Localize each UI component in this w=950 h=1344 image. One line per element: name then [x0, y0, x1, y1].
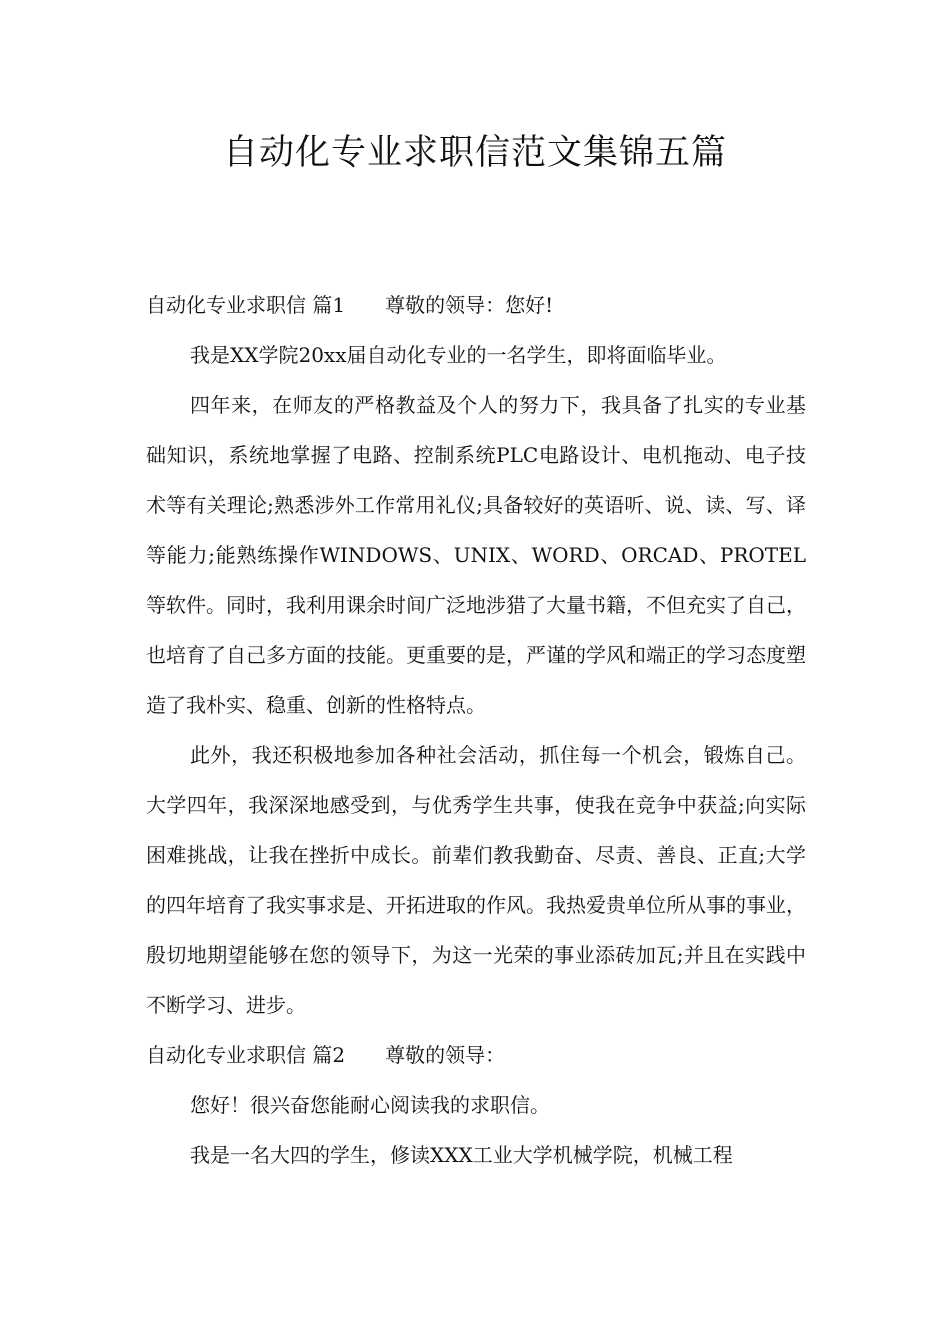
section-1-paragraph-3: 此外，我还积极地参加各种社会活动，抓住每一个机会，锻炼自己。大学四年，我深深地感受到，与优秀学生共事，使我在竞争中获益;向实际困难挑战，让我在挫折中成长。前辈们教我勤奋、尽责、善良、正直;大学的四年培育了我实事求是、开拓进取的作风。我热爱贵单位所从事的事业，殷切地期望能够在您的领导下，为这一光荣的事业添砖加瓦;并且在实践中不断学习、进步。 [146, 743, 806, 1017]
section-2-heading-line [146, 1030, 806, 1080]
section-2-heading: 自动化专业求职信 篇2 [146, 1043, 346, 1067]
document-title: 自动化专业求职信范文集锦五篇 [222, 133, 727, 173]
section-2-paragraph-1: 您好！很兴奋您能耐心阅读我的求职信。 [190, 1093, 550, 1117]
section-1-salutation: 尊敬的领导：您好! [385, 293, 554, 317]
section-1-paragraph-1: 我是XX学院20xx届自动化专业的一名学生，即将面临毕业。 [190, 343, 727, 367]
section-2-salutation: 尊敬的领导： [385, 1043, 506, 1067]
section-1-heading: 自动化专业求职信 篇1 [146, 293, 346, 317]
section-2-paragraph-2: 我是一名大四的学生，修读XXX工业大学机械学院，机械工程 [190, 1143, 733, 1167]
section-1-paragraph-2: 四年来，在师友的严格教益及个人的努力下，我具备了扎实的专业基础知识，系统地掌握了电路、控制系统PLC电路设计、电机拖动、电子技术等有关理论;熟悉涉外工作常用礼仪;具备较好的英语听、说、读、写、译等能力;能熟练操作WINDOWS、UNIX、WORD、ORCAD、PROTEL等软件。同时，我利用课余时间广泛地涉猎了大量书籍，不但充实了自己，也培育了自己多方面的技能。更重要的是，严谨的学风和端正的学习态度塑造了我朴实、稳重、创新的性格特点。 [146, 393, 806, 717]
document-body [146, 280, 806, 1180]
section-1-heading-line [146, 280, 806, 330]
